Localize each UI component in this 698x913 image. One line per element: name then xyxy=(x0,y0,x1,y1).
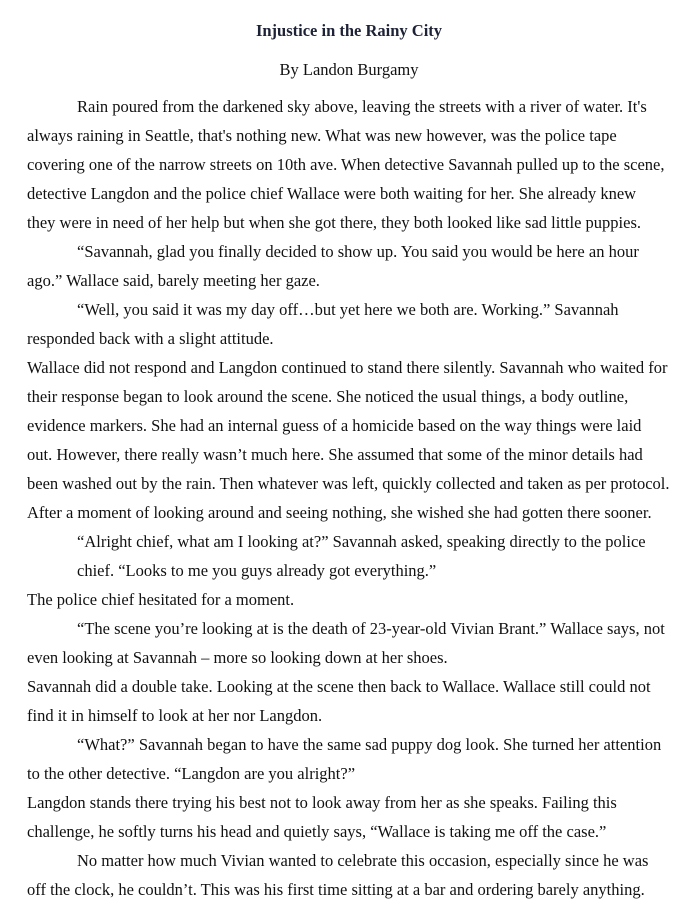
text-line: “The scene you’re looking at is the death of 23-year-old Vivian Brant.” Wallace says, not xyxy=(77,619,665,638)
text-line: evidence markers. She had an internal guess of a homicide based on the way things were laid xyxy=(27,416,642,435)
text-line: Langdon stands there trying his best not to look away from her as she speaks. Failing this xyxy=(27,793,617,812)
text-line: After a moment of looking around and seeing nothing, she wished she had gotten there sooner. xyxy=(27,503,652,522)
text-line: always raining in Seattle, that's nothing new. What was new however, was the police tape xyxy=(27,126,617,145)
text-line: off the clock, he couldn’t. This was his first time sitting at a bar and ordering barely anything. xyxy=(27,880,645,899)
text-line: they were in need of her help but when she got there, they both looked like sad little puppies. xyxy=(27,213,642,232)
text-line: “What?” Savannah began to have the same sad puppy dog look. She turned her attention xyxy=(77,735,662,754)
text-line: “Savannah, glad you finally decided to show up. You said you would be here an hour xyxy=(77,242,639,261)
text-line: Wallace did not respond and Langdon continued to stand there silently. Savannah who waited for xyxy=(27,358,668,377)
text-line: No matter how much Vivian wanted to celebrate this occasion, especially since he was xyxy=(77,851,649,870)
text-line: “Well, you said it was my day off…but yet here we both are. Working.” Savannah xyxy=(77,300,619,319)
text-line: even looking at Savannah – more so looking down at her shoes. xyxy=(27,648,448,667)
document-byline: By Landon Burgamy xyxy=(279,60,419,79)
text-line: out. However, there really wasn’t much here. She assumed that some of the minor details had xyxy=(27,445,643,464)
text-line: chief. “Looks to me you guys already got everything.” xyxy=(77,561,437,580)
text-line: find it in himself to look at her nor Langdon. xyxy=(27,706,323,725)
text-line: detective Langdon and the police chief Wallace were both waiting for her. She already knew xyxy=(27,184,637,203)
text-line: responded back with a slight attitude. xyxy=(27,329,274,348)
text-line: Rain poured from the darkened sky above, leaving the streets with a river of water. It's xyxy=(77,97,647,116)
text-line: been washed out by the rain. Then whatever was left, quickly collected and taken as per protocol. xyxy=(27,474,670,493)
text-line: to the other detective. “Langdon are you alright?” xyxy=(27,764,356,783)
text-line: challenge, he softly turns his head and quietly says, “Wallace is taking me off the case.” xyxy=(27,822,607,841)
text-line: their response began to look around the scene. She noticed the usual things, a body outline, xyxy=(27,387,629,406)
text-line: ago.” Wallace said, barely meeting her gaze. xyxy=(27,271,320,290)
text-line: covering one of the narrow streets on 10th ave. When detective Savannah pulled up to the scene, xyxy=(27,155,665,174)
document-title: Injustice in the Rainy City xyxy=(255,21,443,40)
text-line: Savannah did a double take. Looking at the scene then back to Wallace. Wallace still could not xyxy=(27,677,651,696)
text-line: The police chief hesitated for a moment. xyxy=(27,590,295,609)
text-line: “Alright chief, what am I looking at?” Savannah asked, speaking directly to the police xyxy=(77,532,646,551)
